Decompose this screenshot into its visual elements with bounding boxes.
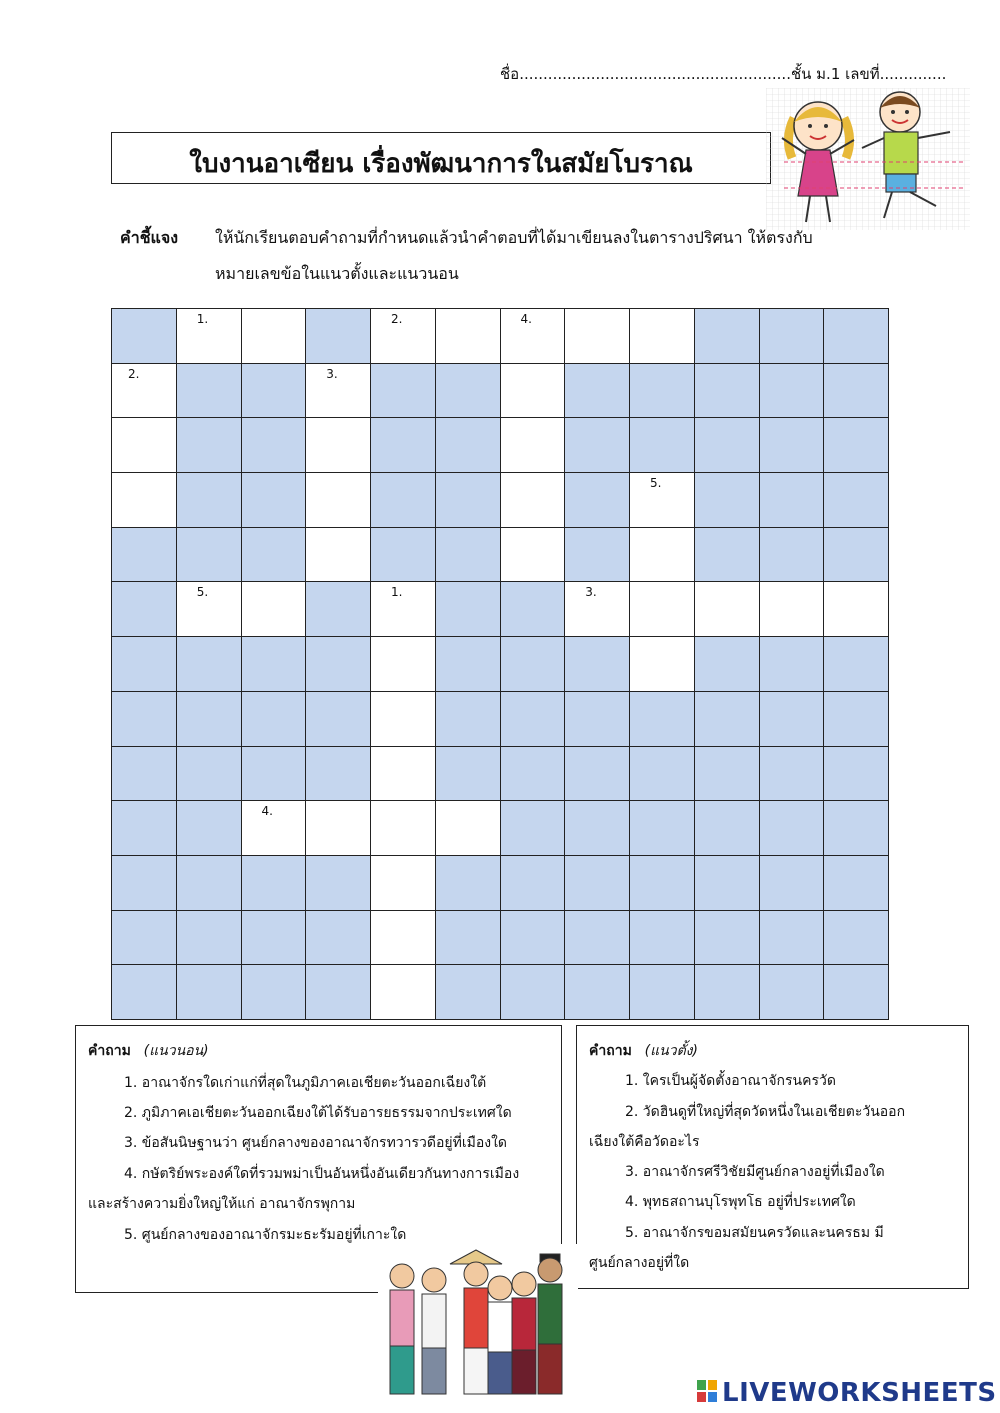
- answer-cell[interactable]: [176, 308, 242, 364]
- blocked-cell: [370, 363, 436, 419]
- clue-number: 3.: [326, 366, 338, 381]
- down-heading-label: คำถาม: [589, 1043, 632, 1059]
- across-question-4: 4. กษัตริย์พระองค์ใดที่รวมพม่าเป็นอันหนึ่งอันเดียวกันทางการเมือง: [124, 1166, 520, 1182]
- blocked-cell: [564, 910, 630, 966]
- down-heading: [589, 1040, 698, 1062]
- blocked-cell: [564, 964, 630, 1020]
- instruction-line-1: ให้นักเรียนตอบคำถามที่กำหนดแล้วนำคำตอบที่ได้มาเขียนลงในตารางปริศนา ให้ตรงกับ: [215, 228, 813, 247]
- blocked-cell: [564, 417, 630, 473]
- answer-cell[interactable]: [759, 581, 825, 637]
- student-name-line: ชื่อ.........................................................ชั้น ม.1 เลขที่..............: [500, 65, 947, 83]
- instruction-label: คำชี้แจง: [120, 228, 179, 247]
- clue-number: 2.: [128, 366, 140, 381]
- answer-cell[interactable]: [500, 527, 566, 583]
- across-question-1: 1. อาณาจักรใดเก่าแก่ที่สุดในภูมิภาคเอเชียตะวันออกเฉียงใต้: [124, 1075, 487, 1091]
- clue-number: 1.: [196, 312, 209, 326]
- blocked-cell: [241, 855, 307, 911]
- blocked-cell: [176, 855, 242, 911]
- blocked-cell: [176, 363, 242, 419]
- down-question-2-cont: เฉียงใต้คือวัดอะไร: [589, 1134, 700, 1150]
- liveworksheets-logo-icon: [697, 1380, 717, 1402]
- blocked-cell: [435, 417, 501, 473]
- down-question-2: 2. วัดฮินดูที่ใหญ่ที่สุดวัดหนึ่งในเอเชียตะวันออก: [625, 1104, 906, 1120]
- blocked-cell: [176, 964, 242, 1020]
- kids-illustration: [766, 88, 970, 230]
- blocked-cell: [564, 691, 630, 747]
- blocked-cell: [823, 527, 889, 583]
- answer-cell[interactable]: [564, 308, 630, 364]
- blocked-cell: [694, 472, 760, 528]
- blocked-cell: [564, 800, 630, 856]
- blocked-cell: [759, 417, 825, 473]
- answer-cell[interactable]: [823, 581, 889, 637]
- answer-cell[interactable]: [629, 581, 695, 637]
- across-question-5: 5. ศูนย์กลางของอาณาจักรมะธะรัมอยู่ที่เกาะใด: [124, 1227, 407, 1243]
- blocked-cell: [111, 527, 177, 583]
- liveworksheets-logo: LIVEWORKSHEETS: [722, 1378, 997, 1408]
- blocked-cell: [111, 964, 177, 1020]
- down-question-5-cont: ศูนย์กลางอยู่ที่ใด: [589, 1255, 690, 1271]
- down-question-4: 4. พุทธสถานบุโรพุทโธ อยู่ที่ประเทศใด: [625, 1194, 856, 1210]
- blocked-cell: [629, 691, 695, 747]
- blocked-cell: [759, 308, 825, 364]
- blocked-cell: [823, 964, 889, 1020]
- blocked-cell: [111, 855, 177, 911]
- blocked-cell: [111, 636, 177, 692]
- blocked-cell: [241, 910, 307, 966]
- blocked-cell: [305, 691, 371, 747]
- blocked-cell: [241, 363, 307, 419]
- blocked-cell: [305, 581, 371, 637]
- answer-cell[interactable]: [500, 417, 566, 473]
- blocked-cell: [759, 636, 825, 692]
- clue-number: 5.: [650, 476, 662, 491]
- blocked-cell: [629, 417, 695, 473]
- answer-cell[interactable]: [305, 417, 371, 473]
- blocked-cell: [435, 691, 501, 747]
- answer-cell[interactable]: [176, 581, 242, 637]
- blocked-cell: [370, 527, 436, 583]
- blocked-cell: [564, 363, 630, 419]
- blocked-cell: [629, 800, 695, 856]
- answer-cell[interactable]: [694, 581, 760, 637]
- across-heading-label: คำถาม: [88, 1043, 131, 1059]
- blocked-cell: [500, 910, 566, 966]
- answer-cell[interactable]: [370, 800, 436, 856]
- blocked-cell: [823, 691, 889, 747]
- blocked-cell: [435, 910, 501, 966]
- blocked-cell: [241, 417, 307, 473]
- instruction-line-2: หมายเลขข้อในแนวตั้งและแนวนอน: [215, 264, 459, 283]
- blocked-cell: [500, 691, 566, 747]
- answer-cell[interactable]: [435, 800, 501, 856]
- blocked-cell: [500, 964, 566, 1020]
- answer-cell[interactable]: [500, 363, 566, 419]
- answer-cell[interactable]: [435, 308, 501, 364]
- blocked-cell: [694, 910, 760, 966]
- answer-cell[interactable]: [241, 581, 307, 637]
- clue-number: 4.: [520, 312, 532, 326]
- answer-cell[interactable]: [241, 800, 307, 856]
- blocked-cell: [564, 636, 630, 692]
- clue-number: 4.: [261, 804, 273, 819]
- blocked-cell: [694, 855, 760, 911]
- asean-people-illustration: [378, 1244, 578, 1404]
- blocked-cell: [823, 855, 889, 911]
- blocked-cell: [241, 527, 307, 583]
- blocked-cell: [500, 636, 566, 692]
- blocked-cell: [759, 855, 825, 911]
- blocked-cell: [500, 800, 566, 856]
- blocked-cell: [176, 636, 242, 692]
- blocked-cell: [694, 363, 760, 419]
- blocked-cell: [759, 800, 825, 856]
- blocked-cell: [564, 527, 630, 583]
- title-box: [111, 132, 771, 184]
- answer-cell[interactable]: [370, 746, 436, 802]
- answer-cell[interactable]: [629, 527, 695, 583]
- blocked-cell: [694, 308, 760, 364]
- blocked-cell: [694, 691, 760, 747]
- blocked-cell: [564, 472, 630, 528]
- across-heading: [88, 1040, 209, 1062]
- blocked-cell: [629, 855, 695, 911]
- blocked-cell: [759, 691, 825, 747]
- blocked-cell: [241, 964, 307, 1020]
- blocked-cell: [111, 910, 177, 966]
- answer-cell[interactable]: [111, 472, 177, 528]
- answer-cell[interactable]: [370, 636, 436, 692]
- blocked-cell: [176, 746, 242, 802]
- answer-cell[interactable]: [500, 308, 566, 364]
- blocked-cell: [823, 746, 889, 802]
- answer-cell[interactable]: [305, 800, 371, 856]
- answer-cell[interactable]: [370, 691, 436, 747]
- blocked-cell: [564, 746, 630, 802]
- answer-cell[interactable]: [500, 472, 566, 528]
- blocked-cell: [370, 472, 436, 528]
- blocked-cell: [694, 636, 760, 692]
- blocked-cell: [500, 581, 566, 637]
- answer-cell[interactable]: [629, 636, 695, 692]
- down-questions-box: [576, 1025, 969, 1289]
- blocked-cell: [435, 527, 501, 583]
- blocked-cell: [694, 417, 760, 473]
- blocked-cell: [694, 964, 760, 1020]
- answer-cell[interactable]: [305, 472, 371, 528]
- across-question-2: 2. ภูมิภาคเอเชียตะวันออกเฉียงใต้ได้รับอารยธรรมจากประเทศใด: [124, 1105, 512, 1121]
- clue-number: 3.: [585, 585, 597, 600]
- blocked-cell: [823, 472, 889, 528]
- blocked-cell: [629, 746, 695, 802]
- clue-number: 1.: [391, 585, 403, 600]
- blocked-cell: [629, 910, 695, 966]
- blocked-cell: [435, 472, 501, 528]
- blocked-cell: [241, 691, 307, 747]
- answer-cell[interactable]: [629, 308, 695, 364]
- blocked-cell: [823, 417, 889, 473]
- blocked-cell: [759, 472, 825, 528]
- blocked-cell: [629, 964, 695, 1020]
- blocked-cell: [111, 308, 177, 364]
- blocked-cell: [176, 800, 242, 856]
- crossword-grid: [111, 308, 888, 1019]
- blocked-cell: [629, 363, 695, 419]
- worksheet-title: ใบงานอาเซียน เรื่องพัฒนาการในสมัยโบราณ: [189, 149, 693, 179]
- across-heading-note: (แนวนอน): [143, 1043, 209, 1059]
- blocked-cell: [176, 910, 242, 966]
- blocked-cell: [435, 855, 501, 911]
- blocked-cell: [823, 800, 889, 856]
- blocked-cell: [823, 636, 889, 692]
- blocked-cell: [564, 855, 630, 911]
- blocked-cell: [759, 527, 825, 583]
- blocked-cell: [500, 746, 566, 802]
- blocked-cell: [500, 855, 566, 911]
- answer-cell[interactable]: [370, 910, 436, 966]
- answer-cell[interactable]: [629, 472, 695, 528]
- blocked-cell: [305, 746, 371, 802]
- blocked-cell: [305, 855, 371, 911]
- answer-cell[interactable]: [111, 363, 177, 419]
- blocked-cell: [435, 581, 501, 637]
- answer-cell[interactable]: [370, 855, 436, 911]
- blocked-cell: [111, 746, 177, 802]
- down-question-3: 3. อาณาจักรศรีวิชัยมีศูนย์กลางอยู่ที่เมืองใด: [625, 1164, 885, 1180]
- blocked-cell: [435, 363, 501, 419]
- blocked-cell: [694, 800, 760, 856]
- blocked-cell: [305, 910, 371, 966]
- blocked-cell: [305, 308, 371, 364]
- blocked-cell: [241, 746, 307, 802]
- blocked-cell: [759, 964, 825, 1020]
- answer-cell[interactable]: [370, 964, 436, 1020]
- blocked-cell: [305, 636, 371, 692]
- answer-cell[interactable]: [370, 581, 436, 637]
- blocked-cell: [435, 746, 501, 802]
- across-question-3: 3. ข้อสันนิษฐานว่า ศูนย์กลางของอาณาจักรทวารวดีอยู่ที่เมืองใด: [124, 1135, 508, 1151]
- down-question-1: 1. ใครเป็นผู้จัดตั้งอาณาจักรนครวัด: [625, 1073, 836, 1089]
- blocked-cell: [823, 363, 889, 419]
- blocked-cell: [435, 964, 501, 1020]
- blocked-cell: [823, 308, 889, 364]
- answer-cell[interactable]: [241, 308, 307, 364]
- blocked-cell: [176, 472, 242, 528]
- blocked-cell: [435, 636, 501, 692]
- blocked-cell: [759, 746, 825, 802]
- answer-cell[interactable]: [305, 527, 371, 583]
- blocked-cell: [111, 800, 177, 856]
- blocked-cell: [176, 691, 242, 747]
- answer-cell[interactable]: [305, 363, 371, 419]
- across-question-4-cont: และสร้างความยิ่งใหญ่ให้แก่ อาณาจักรพุกาม: [88, 1196, 356, 1212]
- blocked-cell: [176, 417, 242, 473]
- blocked-cell: [759, 910, 825, 966]
- blocked-cell: [694, 527, 760, 583]
- answer-cell[interactable]: [370, 308, 436, 364]
- answer-cell[interactable]: [111, 417, 177, 473]
- answer-cell[interactable]: [564, 581, 630, 637]
- blocked-cell: [241, 636, 307, 692]
- blocked-cell: [370, 417, 436, 473]
- clue-number: 2.: [391, 312, 403, 326]
- blocked-cell: [694, 746, 760, 802]
- blocked-cell: [305, 964, 371, 1020]
- blocked-cell: [176, 527, 242, 583]
- blocked-cell: [111, 581, 177, 637]
- blocked-cell: [111, 691, 177, 747]
- clue-number: 5.: [196, 585, 209, 600]
- blocked-cell: [759, 363, 825, 419]
- blocked-cell: [823, 910, 889, 966]
- down-heading-note: (แนวตั้ง): [644, 1043, 698, 1059]
- down-question-5: 5. อาณาจักรขอมสมัยนครวัดและนครธม มี: [625, 1225, 884, 1241]
- blocked-cell: [241, 472, 307, 528]
